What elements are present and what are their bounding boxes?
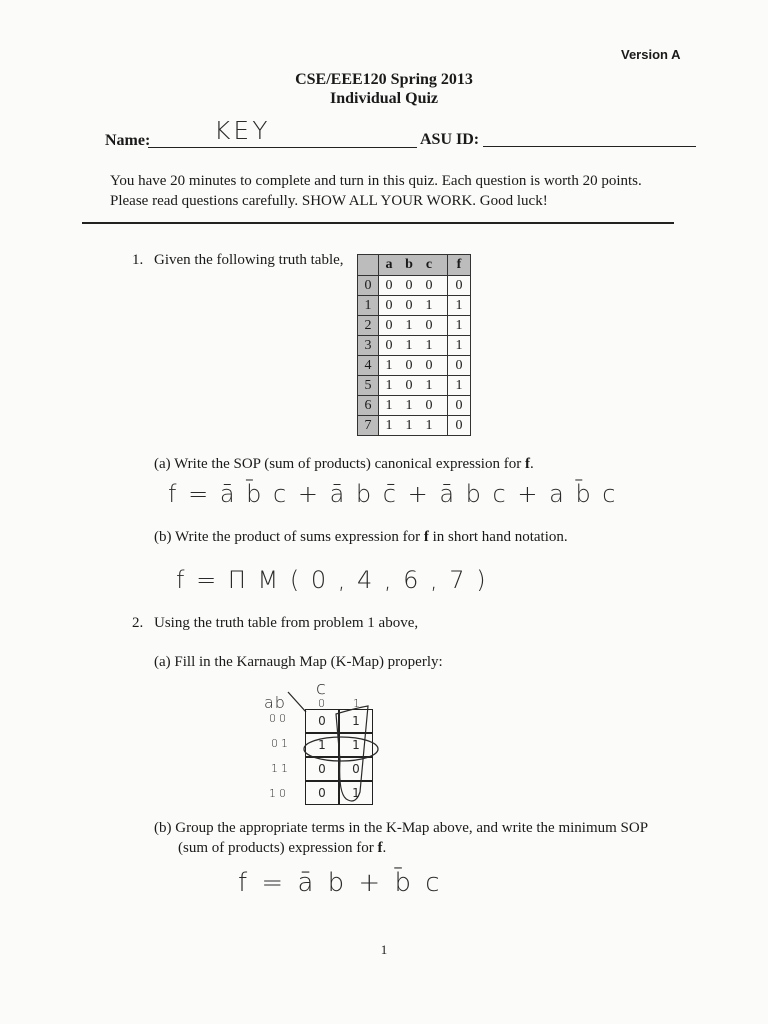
name-label: Name:: [105, 132, 151, 149]
kmap-cell-10-0: 0: [305, 781, 339, 805]
truth-table-cell-b: 0: [399, 356, 419, 376]
header-c: c: [419, 255, 439, 276]
kmap-col-label-0: 0: [318, 697, 328, 710]
truth-table-cell-a: 1: [379, 356, 400, 376]
truth-table-cell-c: 1: [419, 416, 439, 436]
q2b-answer: f = ā b + b̄ c: [238, 868, 443, 898]
truth-table-cell-c: 0: [419, 356, 439, 376]
truth-table-cell-b: 1: [399, 316, 419, 336]
name-handwritten: KEY: [214, 116, 271, 145]
kmap-cell-11-1: 0: [339, 757, 373, 781]
truth-table-index: 4: [358, 356, 379, 376]
truth-table-index: 6: [358, 396, 379, 416]
quiz-title: Individual Quiz: [329, 90, 439, 107]
q1b-prompt-text: (b) Write the product of sums expression for: [154, 529, 421, 545]
truth-table-grid: [357, 254, 471, 436]
truth-table-gap: [439, 416, 448, 436]
truth-table-row: [358, 376, 471, 396]
q1-number: 1.: [132, 252, 144, 268]
q1a-prompt-text: (a) Write the SOP (sum of products) canonical expression for: [154, 456, 522, 472]
truth-table-header: [358, 255, 471, 276]
truth-table-index: 0: [358, 276, 379, 296]
truth-table-cell-b: 0: [399, 296, 419, 316]
kmap-group-ab-bar: [304, 737, 378, 761]
truth-table-cell-f: 1: [448, 336, 471, 356]
truth-table-row: [358, 296, 471, 316]
q1b-prompt: [154, 529, 568, 546]
truth-table-gap: [439, 376, 448, 396]
kmap-cell-11-0: 0: [305, 757, 339, 781]
divider: [82, 222, 674, 224]
course-title: CSE/EEE120 Spring 2013: [295, 71, 473, 88]
q1b-prompt-var: f: [423, 529, 429, 545]
kmap-row-label-11: 11: [271, 762, 291, 775]
truth-table-cell-b: 1: [399, 416, 419, 436]
truth-table-gap: [439, 356, 448, 376]
q2a-prompt: (a) Fill in the Karnaugh Map (K-Map) properly:: [154, 654, 443, 670]
truth-table-cell-c: 1: [419, 296, 439, 316]
kmap-cell-01-0: 1: [305, 733, 339, 757]
kmap-row-label-10: 10: [269, 787, 289, 800]
kmap-cell-00-1: 1: [339, 709, 373, 733]
truth-table-row: [358, 316, 471, 336]
header-gap: [439, 255, 448, 276]
truth-table-gap: [439, 396, 448, 416]
name-underline: [148, 147, 417, 148]
truth-table-gap: [439, 336, 448, 356]
truth-table-row: [358, 336, 471, 356]
truth-table-cell-a: 1: [379, 396, 400, 416]
truth-table-cell-f: 1: [448, 376, 471, 396]
kmap-grouping-loops: [296, 700, 396, 820]
kmap-cell-00-0: 0: [305, 709, 339, 733]
truth-table-cell-a: 0: [379, 316, 400, 336]
truth-table-row: [358, 416, 471, 436]
truth-table-cell-f: 0: [448, 276, 471, 296]
q2b-prompt-line-2: (sum of products) expression for f.: [178, 840, 387, 856]
truth-table-index: 2: [358, 316, 379, 336]
truth-table-cell-b: 0: [399, 276, 419, 296]
q2-number: 2.: [132, 615, 144, 631]
kmap-column-variable: c: [316, 678, 329, 699]
truth-table-row: [358, 396, 471, 416]
truth-table-cell-b: 1: [399, 396, 419, 416]
truth-table-row: [358, 356, 471, 376]
truth-table-index: 5: [358, 376, 379, 396]
page-title: [0, 70, 768, 108]
truth-table-cell-a: 0: [379, 336, 400, 356]
instructions-line-2: Please read questions carefully. SHOW ALL YOUR WORK. Good luck!: [110, 193, 548, 209]
truth-table-cell-c: 0: [419, 316, 439, 336]
truth-table-cell-c: 1: [419, 336, 439, 356]
instructions: [110, 171, 670, 211]
truth-table-cell-b: 0: [399, 376, 419, 396]
q1-text: Given the following truth table,: [154, 252, 344, 268]
kmap-group-bbar-c: [336, 706, 368, 801]
q2-text: Using the truth table from problem 1 above,: [154, 615, 419, 631]
kmap-corner-label: ab: [264, 693, 286, 712]
kmap-cell-10-1: 1: [339, 781, 373, 805]
kmap-col-label-1: 1: [353, 697, 363, 710]
truth-table-cell-f: 1: [448, 296, 471, 316]
kmap-cell-01-1: 1: [339, 733, 373, 757]
kmap-row-label-01: 01: [271, 737, 291, 750]
truth-table-cell-a: 1: [379, 416, 400, 436]
q2b-prompt-line-1: (b) Group the appropriate terms in the K-Map above, and write the minimum SOP: [154, 820, 649, 836]
truth-table-cell-b: 1: [399, 336, 419, 356]
truth-table-gap: [439, 276, 448, 296]
q1b-prompt-end: in short hand notation.: [432, 529, 568, 545]
truth-table-cell-c: 0: [419, 276, 439, 296]
q1b-answer: f = Π M ( 0 , 4 , 6 , 7 ): [176, 566, 488, 594]
kmap-row-label-00: 00: [269, 712, 289, 725]
truth-table-cell-c: 0: [419, 396, 439, 416]
q1a-prompt: (a) Write the SOP (sum of products) canonical expression for f.: [154, 456, 534, 472]
truth-table-cell-a: 1: [379, 376, 400, 396]
truth-table-cell-f: 0: [448, 356, 471, 376]
q2b-prompt-var: f: [377, 840, 383, 856]
q1a-prompt-var: f: [524, 456, 530, 472]
truth-table: [357, 254, 471, 436]
header-f: f: [448, 255, 471, 276]
truth-table-gap: [439, 296, 448, 316]
truth-table-cell-a: 0: [379, 296, 400, 316]
instructions-line-1: You have 20 minutes to complete and turn in this quiz. Each question is worth 20 points.: [110, 173, 642, 189]
truth-table-index: 1: [358, 296, 379, 316]
truth-table-index: 7: [358, 416, 379, 436]
page-number: 1: [380, 942, 388, 957]
header-b: b: [399, 255, 419, 276]
truth-table-cell-f: 1: [448, 316, 471, 336]
truth-table-row: [358, 276, 471, 296]
asu-id-underline: [483, 146, 696, 147]
header-index: [358, 255, 379, 276]
truth-table-gap: [439, 316, 448, 336]
truth-table-cell-c: 1: [419, 376, 439, 396]
truth-table-cell-f: 0: [448, 396, 471, 416]
q1a-answer: f = ā b̄ c + ā b c̄ + ā b c + a b̄ c: [168, 480, 618, 508]
truth-table-index: 3: [358, 336, 379, 356]
q2b-prompt-text: (sum of products) expression for: [178, 840, 374, 856]
truth-table-cell-a: 0: [379, 276, 400, 296]
version-label: Version A: [621, 47, 681, 62]
truth-table-cell-f: 0: [448, 416, 471, 436]
asu-id-label: ASU ID:: [420, 131, 480, 148]
header-a: a: [379, 255, 400, 276]
